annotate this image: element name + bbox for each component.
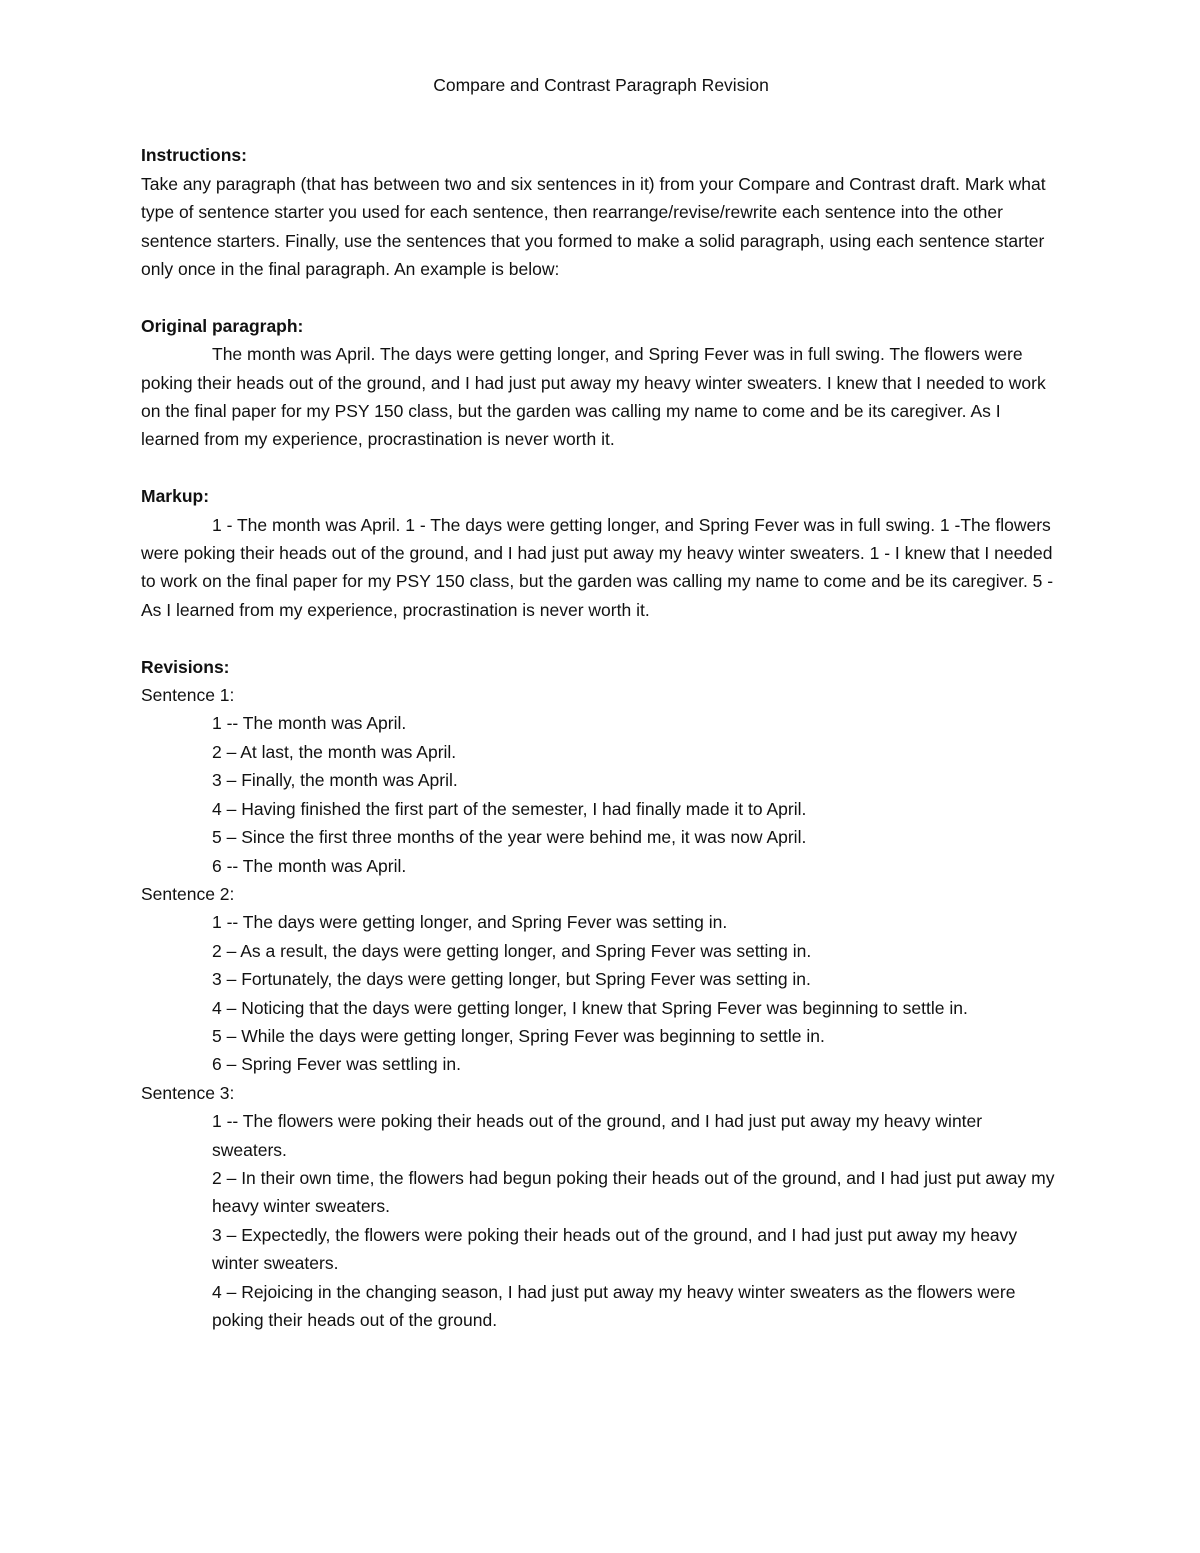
spacer (141, 283, 1061, 311)
revision-list (141, 908, 1061, 1078)
revision-item: 6 -- The month was April. (212, 855, 407, 876)
instructions-text: Take any paragraph (that has between two and six sentences in it) from your Compare and Contrast draft. Mark what type of sentence starter you used for each sentence, then rearrange/revise/rewrite each sentence into the other sentence starters. Finally, use the sentences that you formed to make a solid paragraph, using each sentence starter only once in the final paragraph. An example is below: (141, 173, 1046, 280)
revision-item: 1 -- The days were getting longer, and Spring Fever was setting in. (212, 912, 728, 933)
revision-item: 3 – Expectedly, the flowers were poking their heads out of the ground, and I had just put away my heavy winter sweaters. (212, 1224, 1018, 1274)
instructions-heading: Instructions: (141, 145, 247, 166)
sentence-label: Sentence 3: (141, 1082, 235, 1103)
original-paragraph-text: The month was April. The days were getting longer, and Spring Fever was in full swing. The flowers were poking their heads out of the ground, and I had just put away my heavy winter sweaters. I knew that I needed to work on the final paper for my PSY 150 class, but the garden was calling my name to come and be its caregiver. As I learned from my experience, procrastination is never worth it. (141, 344, 1046, 450)
revision-item: 4 – Noticing that the days were getting longer, I knew that Spring Fever was beginning to settle in. (212, 997, 968, 1018)
document-body (141, 71, 1061, 1334)
revision-item: 4 – Having finished the first part of the semester, I had finally made it to April. (212, 798, 807, 819)
revision-item: 6 – Spring Fever was settling in. (212, 1054, 462, 1075)
spacer (141, 454, 1061, 482)
revision-item: 5 – While the days were getting longer, Spring Fever was beginning to settle in. (212, 1025, 825, 1046)
revision-item: 4 – Rejoicing in the changing season, I had just put away my heavy winter sweaters as the flowers were poking their heads out of the ground. (212, 1281, 1016, 1330)
revision-item: 2 – At last, the month was April. (212, 741, 457, 762)
revision-item: 2 – As a result, the days were getting longer, and Spring Fever was setting in. (212, 940, 812, 961)
revision-item: 3 – Finally, the month was April. (212, 770, 458, 791)
markup-text: 1 - The month was April. 1 - The days were getting longer, and Spring Fever was in full swing. 1 -The flowers were poking their heads out of the ground, and I had just put away my heavy winter sweaters. 1 - I knew that I needed to work on the final paper for my PSY 150 class, but the garden was calling my name to come and be its caregiver. 5 - As I learned from my experience, procrastination is never worth it. (141, 514, 1054, 620)
revision-item: 1 -- The flowers were poking their heads out of the ground, and I had just put away my heavy winter sweaters. (212, 1111, 983, 1160)
sentence-label: Sentence 1: (141, 685, 235, 706)
original-paragraph-heading: Original paragraph: (141, 315, 304, 336)
sentence-group (141, 1079, 1061, 1335)
revision-item: 5 – Since the first three months of the year were behind me, it was now April. (212, 827, 807, 848)
markup-heading: Markup: (141, 486, 210, 507)
sentence-group (141, 880, 1061, 1079)
revision-item: 2 – In their own time, the flowers had begun poking their heads out of the ground, and I had just put away my heavy winter sweaters. (212, 1167, 1055, 1217)
spacer (141, 624, 1061, 652)
document-title: Compare and Contrast Paragraph Revision (433, 75, 769, 95)
sentence-label: Sentence 2: (141, 883, 235, 904)
revisions-heading: Revisions: (141, 656, 230, 677)
revision-list (141, 709, 1061, 879)
spacer (141, 99, 1061, 141)
sentence-group (141, 681, 1061, 880)
revision-list (141, 1107, 1061, 1334)
revision-item: 1 -- The month was April. (212, 713, 407, 734)
revision-item: 3 – Fortunately, the days were getting longer, but Spring Fever was setting in. (212, 969, 811, 990)
